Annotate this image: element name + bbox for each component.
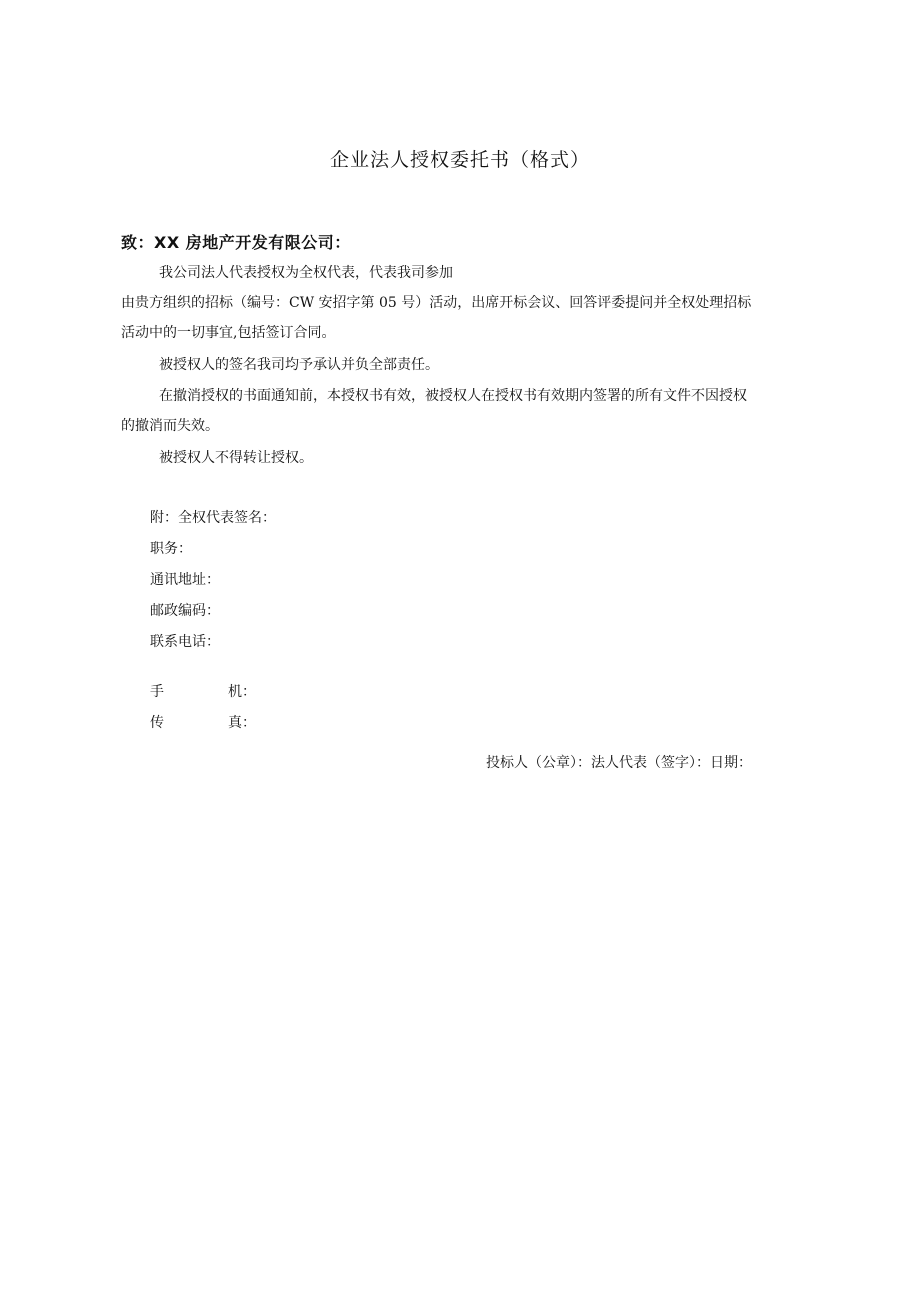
paragraph-authorization-line-1: 我公司法人代表授权为全权代表，代表我司参加 xyxy=(159,265,453,281)
field-fax-label-end: 真： xyxy=(228,715,256,731)
field-phone: 联系电话： xyxy=(150,634,220,650)
field-mobile-label-end: 机： xyxy=(228,684,256,700)
field-fax xyxy=(150,689,276,731)
field-mobile-label-start: 手 xyxy=(150,684,164,700)
field-position: 职务： xyxy=(150,541,192,557)
field-fax-label-start: 传 xyxy=(150,715,164,731)
addressee-line: 致：XX 房地产开发有限公司： xyxy=(121,233,351,252)
field-postcode: 邮政编码： xyxy=(150,603,220,619)
paragraph-validity-line-1: 在撤消授权的书面通知前，本授权书有效，被授权人在授权书有效期内签署的所有文件不因授权 xyxy=(159,388,747,404)
field-signature: 附：全权代表签名： xyxy=(150,510,276,526)
paragraph-validity xyxy=(121,381,816,441)
representative-info-fields xyxy=(150,503,276,731)
paragraph-validity-line-2: 的撤消而失效。 xyxy=(121,418,219,434)
paragraph-authorization-line-2: 由贵方组织的招标（编号：CW 安招字第 05 号）活动，出席开标会议、回答评委提问并全权处理招标 xyxy=(121,295,752,311)
paragraph-authorization-line-3: 活动中的一切事宜,包括签订合同。 xyxy=(121,325,336,341)
signature-date-line: 投标人（公章）：法人代表（签字）：日期： xyxy=(486,755,752,771)
paragraph-signature-responsibility-text: 被授权人的签名我司均予承认并负全部责任。 xyxy=(159,357,439,373)
paragraph-authorization xyxy=(121,258,816,348)
field-mobile xyxy=(150,658,276,700)
paragraph-no-transfer xyxy=(121,443,816,473)
paragraph-signature-responsibility xyxy=(121,350,816,380)
field-address: 通讯地址： xyxy=(150,572,220,588)
document-title: 企业法人授权委托书（格式） xyxy=(329,149,590,171)
paragraph-no-transfer-text: 被授权人不得转让授权。 xyxy=(159,450,313,466)
